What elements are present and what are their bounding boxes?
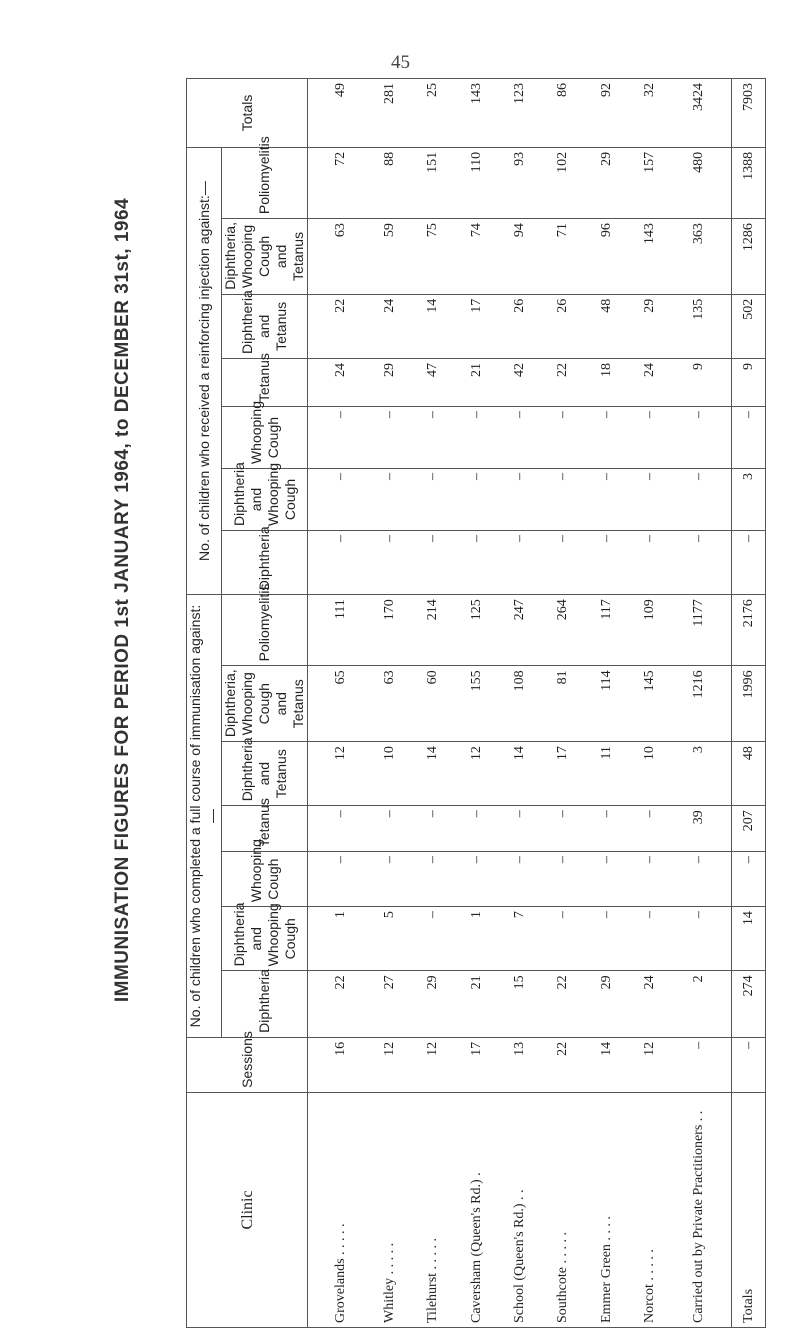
cell: 72 <box>308 147 368 218</box>
cell: 2 <box>671 971 731 1038</box>
cell: 63 <box>368 666 411 742</box>
cell: – <box>454 469 497 531</box>
cell: – <box>308 469 368 531</box>
cell: 14 <box>411 742 454 806</box>
cell: 480 <box>671 147 731 218</box>
table-row <box>454 79 497 1328</box>
total-cell: 9 <box>732 358 766 406</box>
clinic-name: Caversham (Queen's Rd.) . <box>454 1092 497 1327</box>
total-cell: – <box>732 852 766 907</box>
cell: 24 <box>628 971 671 1038</box>
cell: 71 <box>541 219 584 295</box>
total-cell: 502 <box>732 294 766 358</box>
cell: 14 <box>498 742 541 806</box>
cell: – <box>454 806 497 852</box>
cell: 29 <box>628 294 671 358</box>
cell: – <box>541 407 584 469</box>
cell: 10 <box>628 742 671 806</box>
cell: 264 <box>541 595 584 666</box>
table-row <box>585 79 628 1328</box>
cell: 22 <box>541 971 584 1038</box>
table-row <box>628 79 671 1328</box>
cell: 42 <box>498 358 541 406</box>
totals-row <box>732 79 766 1328</box>
clinic-name: Grovelands . . . . . <box>308 1092 368 1327</box>
header-group-completed: No. of children who completed a full course of immunisation against:— <box>187 595 222 1038</box>
cell: 63 <box>308 219 368 295</box>
cell: – <box>585 530 628 594</box>
cell: – <box>411 852 454 907</box>
total-cell: 3 <box>732 469 766 531</box>
cell: – <box>628 806 671 852</box>
grand-total: 7903 <box>732 79 766 148</box>
clinic-name: Norcot . . . . . <box>628 1092 671 1327</box>
sessions-cell: 16 <box>308 1037 368 1092</box>
cell: – <box>498 469 541 531</box>
sessions-cell: 22 <box>541 1037 584 1092</box>
total-cell: 274 <box>732 971 766 1038</box>
cell: 18 <box>585 358 628 406</box>
table-row <box>671 79 731 1328</box>
cell: – <box>671 907 731 971</box>
cell: – <box>411 530 454 594</box>
cell: – <box>454 407 497 469</box>
header-group-reinforcing: No. of children who received a reinforcing injection against:— <box>187 147 222 594</box>
cell: 65 <box>308 666 368 742</box>
cell: 29 <box>585 971 628 1038</box>
cell: 151 <box>411 147 454 218</box>
cell: 111 <box>308 595 368 666</box>
cell: – <box>498 806 541 852</box>
cell: – <box>308 530 368 594</box>
row-total: 281 <box>368 79 411 148</box>
cell: 88 <box>368 147 411 218</box>
header-row-groups <box>187 79 222 1328</box>
cell: 3 <box>671 742 731 806</box>
cell: – <box>541 806 584 852</box>
cell: 47 <box>411 358 454 406</box>
cell: – <box>628 530 671 594</box>
cell: 214 <box>411 595 454 666</box>
cell: 75 <box>411 219 454 295</box>
cell: 17 <box>454 294 497 358</box>
cell: 29 <box>585 147 628 218</box>
cell: 15 <box>498 971 541 1038</box>
header-g2-dwt: Diphtheria, Whooping Cough and Tetanus <box>222 219 308 295</box>
cell: – <box>368 852 411 907</box>
cell: – <box>308 806 368 852</box>
cell: – <box>628 469 671 531</box>
cell: 74 <box>454 219 497 295</box>
table-row <box>368 79 411 1328</box>
cell: – <box>628 407 671 469</box>
cell: – <box>411 806 454 852</box>
cell: 1177 <box>671 595 731 666</box>
cell: 12 <box>308 742 368 806</box>
cell: – <box>541 852 584 907</box>
cell: – <box>308 852 368 907</box>
header-g1-diph-tetanus: Diphtheria and Tetanus <box>222 742 308 806</box>
clinic-name: Carried out by Private Practitioners . . <box>671 1092 731 1327</box>
header-g2-poliomyelitis: Poliomyelitis <box>222 147 308 218</box>
cell: – <box>411 907 454 971</box>
total-cell: 1996 <box>732 666 766 742</box>
cell: – <box>308 407 368 469</box>
sessions-cell: 13 <box>498 1037 541 1092</box>
cell: – <box>368 530 411 594</box>
cell: – <box>368 806 411 852</box>
cell: – <box>628 907 671 971</box>
header-g2-diphtheria: Diphtheria <box>222 530 308 594</box>
cell: 24 <box>308 358 368 406</box>
cell: – <box>585 907 628 971</box>
clinic-name: School (Queen's Rd.) . . <box>498 1092 541 1327</box>
cell: 29 <box>368 358 411 406</box>
header-g2-diph-wc: Diphtheria and Whooping Cough <box>222 469 308 531</box>
cell: 22 <box>308 971 368 1038</box>
cell: 22 <box>541 358 584 406</box>
cell: – <box>368 407 411 469</box>
cell: 1 <box>454 907 497 971</box>
row-total: 49 <box>308 79 368 148</box>
cell: – <box>671 469 731 531</box>
header-g2-diph-tetanus: Diphtheria and Tetanus <box>222 294 308 358</box>
sessions-cell: – <box>732 1037 766 1092</box>
total-cell: 1388 <box>732 147 766 218</box>
cell: 11 <box>585 742 628 806</box>
cell: 27 <box>368 971 411 1038</box>
table-row <box>411 79 454 1328</box>
row-total: 92 <box>585 79 628 148</box>
header-g1-diph-wc: Diphtheria and Whooping Cough <box>222 907 308 971</box>
cell: 24 <box>628 358 671 406</box>
header-g1-whooping-cough: Whooping Cough <box>222 852 308 907</box>
cell: 93 <box>498 147 541 218</box>
cell: 96 <box>585 219 628 295</box>
header-g2-whooping-cough: Whooping Cough <box>222 407 308 469</box>
cell: 94 <box>498 219 541 295</box>
row-total: 32 <box>628 79 671 148</box>
cell: – <box>498 407 541 469</box>
total-cell: 2176 <box>732 595 766 666</box>
cell: – <box>585 407 628 469</box>
total-cell: 207 <box>732 806 766 852</box>
cell: – <box>671 530 731 594</box>
cell: 26 <box>498 294 541 358</box>
row-total: 143 <box>454 79 497 148</box>
cell: – <box>454 530 497 594</box>
cell: 110 <box>454 147 497 218</box>
cell: – <box>411 407 454 469</box>
clinic-name: Tilehurst . . . . . <box>411 1092 454 1327</box>
cell: 21 <box>454 971 497 1038</box>
header-g1-dwt: Diphtheria, Whooping Cough and Tetanus <box>222 666 308 742</box>
cell: – <box>671 407 731 469</box>
cell: – <box>498 852 541 907</box>
cell: 157 <box>628 147 671 218</box>
cell: – <box>411 469 454 531</box>
header-g1-tetanus: Tetanus <box>222 806 308 852</box>
clinic-name: Whitley . . . . . <box>368 1092 411 1327</box>
cell: 247 <box>498 595 541 666</box>
cell: 17 <box>541 742 584 806</box>
header-clinic: Clinic <box>187 1092 308 1327</box>
total-cell: 14 <box>732 907 766 971</box>
table-row <box>308 79 368 1328</box>
cell: – <box>541 907 584 971</box>
cell: 48 <box>585 294 628 358</box>
sessions-cell: 12 <box>368 1037 411 1092</box>
cell: 109 <box>628 595 671 666</box>
cell: 9 <box>671 358 731 406</box>
cell: 145 <box>628 666 671 742</box>
sessions-cell: – <box>671 1037 731 1092</box>
immunisation-table <box>186 78 766 1328</box>
cell: 29 <box>411 971 454 1038</box>
cell: 143 <box>628 219 671 295</box>
row-total: 123 <box>498 79 541 148</box>
cell: 12 <box>454 742 497 806</box>
cell: 125 <box>454 595 497 666</box>
page-number: 45 <box>391 52 410 73</box>
cell: 26 <box>541 294 584 358</box>
header-totals: Totals <box>187 79 308 148</box>
cell: – <box>585 852 628 907</box>
rotated-table-wrapper <box>186 78 766 1328</box>
header-g2-tetanus: Tetanus <box>222 358 308 406</box>
table-row <box>541 79 584 1328</box>
clinic-name: Emmer Green . . . . <box>585 1092 628 1327</box>
cell: 39 <box>671 806 731 852</box>
cell: 24 <box>368 294 411 358</box>
row-total: 3424 <box>671 79 731 148</box>
header-sessions: Sessions <box>187 1037 308 1092</box>
cell: 7 <box>498 907 541 971</box>
cell: 81 <box>541 666 584 742</box>
total-cell: – <box>732 530 766 594</box>
cell: 363 <box>671 219 731 295</box>
cell: 14 <box>411 294 454 358</box>
cell: – <box>585 469 628 531</box>
sessions-cell: 12 <box>411 1037 454 1092</box>
cell: – <box>498 530 541 594</box>
cell: 60 <box>411 666 454 742</box>
running-head: IMMUNISATION FIGURES FOR PERIOD 1st JANUARY 1964, to DECEMBER 31st, 1964 <box>112 197 133 1003</box>
clinic-name: Southcote . . . . . <box>541 1092 584 1327</box>
cell: 10 <box>368 742 411 806</box>
cell: – <box>368 469 411 531</box>
cell: – <box>585 806 628 852</box>
sessions-cell: 12 <box>628 1037 671 1092</box>
cell: – <box>541 530 584 594</box>
cell: 117 <box>585 595 628 666</box>
totals-label: Totals <box>732 1092 766 1327</box>
sessions-cell: 14 <box>585 1037 628 1092</box>
cell: – <box>541 469 584 531</box>
cell: 1216 <box>671 666 731 742</box>
cell: 135 <box>671 294 731 358</box>
cell: 22 <box>308 294 368 358</box>
total-cell: – <box>732 407 766 469</box>
cell: 155 <box>454 666 497 742</box>
cell: 21 <box>454 358 497 406</box>
cell: 5 <box>368 907 411 971</box>
total-cell: 1286 <box>732 219 766 295</box>
cell: – <box>671 852 731 907</box>
cell: 108 <box>498 666 541 742</box>
cell: 102 <box>541 147 584 218</box>
table-row <box>498 79 541 1328</box>
cell: 59 <box>368 219 411 295</box>
cell: 114 <box>585 666 628 742</box>
header-g1-poliomyelitis: Poliomyelitis <box>222 595 308 666</box>
header-g1-diphtheria: Diphtheria <box>222 971 308 1038</box>
cell: – <box>454 852 497 907</box>
total-cell: 48 <box>732 742 766 806</box>
cell: 1 <box>308 907 368 971</box>
sessions-cell: 17 <box>454 1037 497 1092</box>
row-total: 86 <box>541 79 584 148</box>
cell: 170 <box>368 595 411 666</box>
cell: – <box>628 852 671 907</box>
row-total: 25 <box>411 79 454 148</box>
